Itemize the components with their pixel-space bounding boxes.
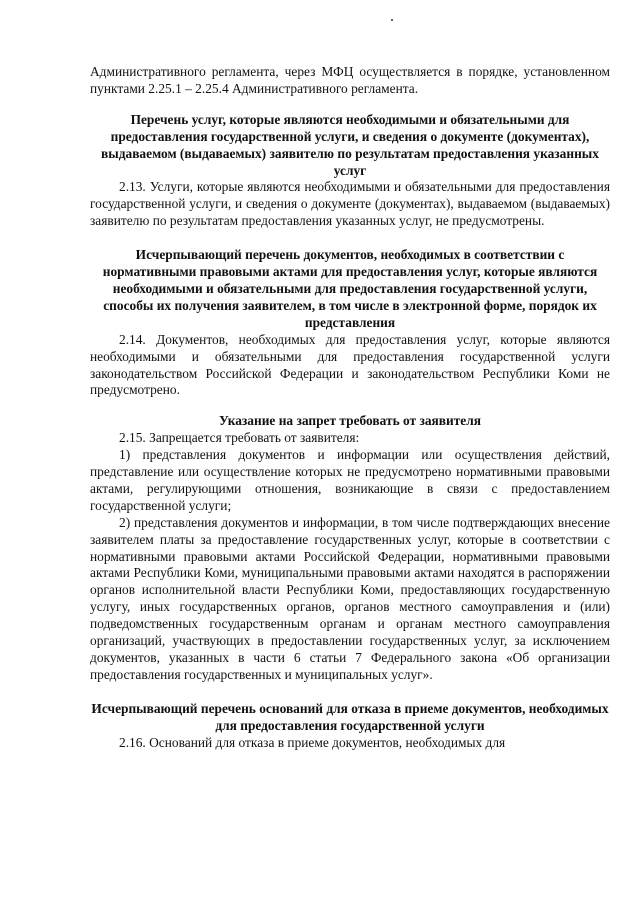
paragraph-2-14: 2.14. Документов, необходимых для предоставления услуг, которые являются необходимыми и обязательными для предоставления государственной услуги законодательством Российской Федерации и законодательством Республики Коми не предусмотрено. [90,331,610,398]
paragraph-2-16: 2.16. Оснований для отказа в приеме документов, необходимых для [119,734,506,750]
document-body [90,64,610,752]
section-heading-2-13: Перечень услуг, которые являются необходимыми и обязательными для предоставления государственной услуги, и сведения о документе (документах), выдаваемом (выдаваемых) заявителю по результатам предоставления указанных услуг [101,111,599,178]
paragraph-2-13: 2.13. Услуги, которые являются необходимыми и обязательными для предоставления государственной услуги, и сведения о документе (документах), выдаваемом (выдаваемых) заявителю по результатам предоставления указанных услуг, не предусмотрены. [90,179,610,229]
scan-speck [391,19,393,21]
paragraph-2-15-item-1: 1) представления документов и информации или осуществления действий, представление или осуществление которых не предусмотрено нормативными правовыми актами, регулирующими отношения, возникающие в связи с предоставлением государственной услуги; [90,447,610,513]
paragraph-2-15-lead: 2.15. Запрещается требовать от заявителя: [119,430,360,446]
section-heading-2-14: Исчерпывающий перечень документов, необходимых в соответствии с нормативными правовыми актами для предоставления услуг, которые являются необходимыми и обязательными для предоставления государственной услуги, способы их получения заявителем, в том числе в электронной форме, порядок их представления [102,247,598,330]
intro-paragraph: Административного регламента, через МФЦ осуществляется в порядке, установленном пунктами 2.25.1 – 2.25.4 Административного регламента. [90,64,610,96]
section-heading-2-16: Исчерпывающий перечень оснований для отказа в приеме документов, необходимых для предоставления государственной услуги [91,700,609,733]
section-heading-2-15: Указание на запрет требовать от заявителя [218,413,481,429]
paragraph-2-15-item-2: 2) представления документов и информации, в том числе подтверждающих внесение заявителем платы за предоставление государственных услуг, которые в соответствии с нормативными правовыми актами Российской Федерации, нормативными правовыми актами Республики Коми, муниципальными правовыми актами находятся в распоряжении органов исполнительной власти Республики Коми, предоставляющих государственную услугу, иных государственных органов, органов местного самоуправления и (или) подведомственных государственным органам и органам местного самоуправления организаций, участвующих в предоставлении государственных услуг, за исключением документов, указанных в части 6 статьи 7 Федерального закона «Об организации предоставления государственных и муниципальных услуг». [90,514,610,682]
